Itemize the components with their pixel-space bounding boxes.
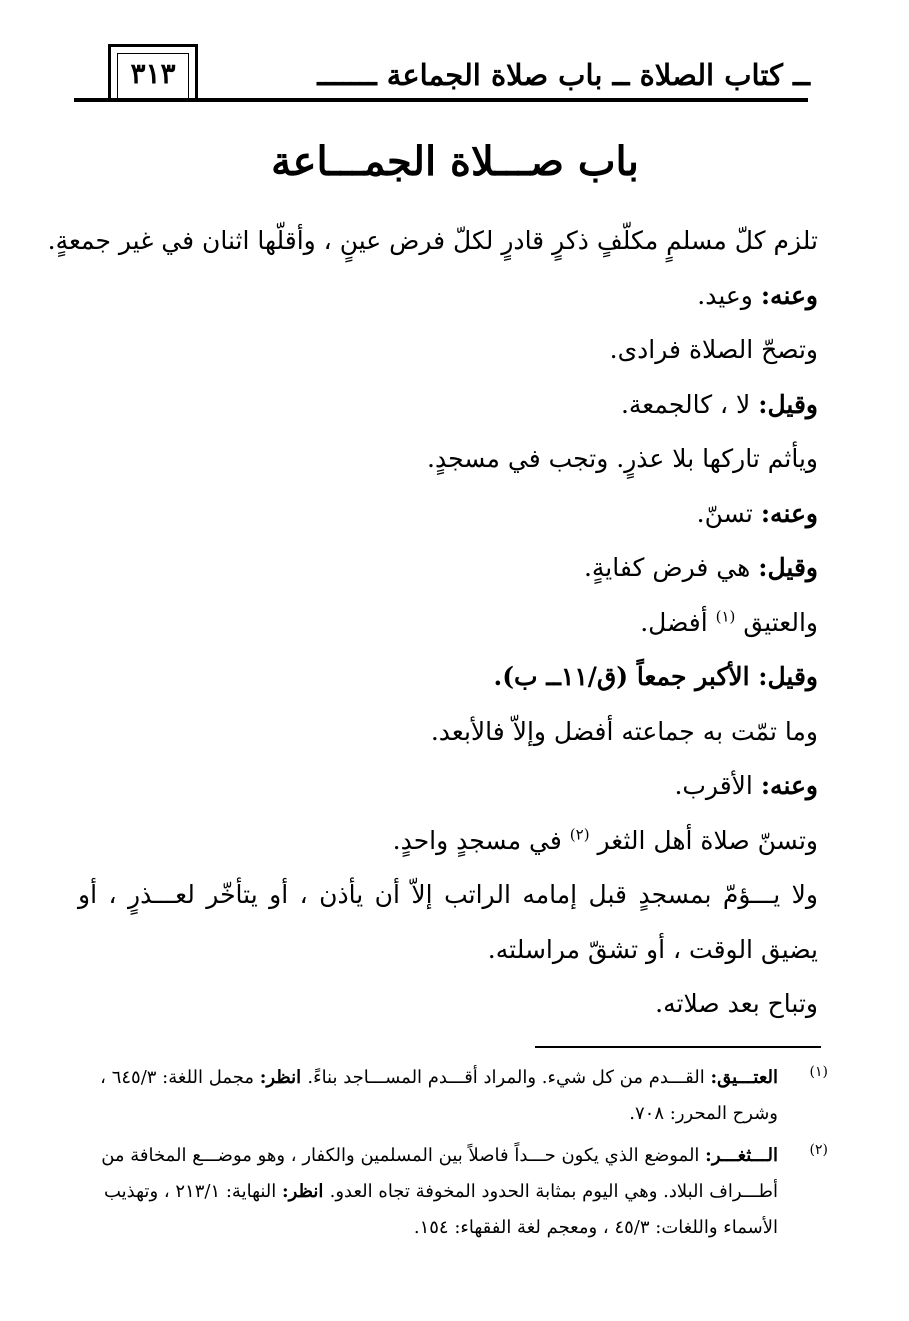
paragraph: وقيل: هي فرض كفايةٍ. xyxy=(583,553,818,582)
paragraph: ويأثم تاركها بلا عذرٍ. وتجب في مسجدٍ. xyxy=(427,444,818,473)
footnote: (١) العتـــيق: القـــدم من كل شيء. والمراد أقـــدم المســـاجد بناءً. انظر: مجمل اللغة: ٦٤٥/٣ ، وشرح المحرر: ٧٠٨. xyxy=(78,1060,828,1132)
paragraph-lead: وقيل: xyxy=(758,553,818,582)
chapter-title: باب صـــلاة الجمـــاعة xyxy=(271,138,639,185)
footnote-ref: (١) xyxy=(715,607,736,626)
footnote-ref: (٢) xyxy=(569,825,590,844)
paragraph-lead: وقيل: xyxy=(758,662,818,691)
paragraph: وما تمّت به جماعته أفضل وإلاّ فالأبعد. xyxy=(430,716,818,746)
paragraph: وقيل: الأكبر جمعاً (ق/١١ــ ب). xyxy=(493,662,818,691)
running-head: ــ كتاب الصلاة ــ باب صلاة الجماعة ـــــــ xyxy=(317,58,810,92)
paragraph: وتباح بعد صلاته. xyxy=(655,989,818,1018)
footnote-term: الـــثغـــر: xyxy=(705,1145,778,1166)
paragraph: وعنه: تسنّ. xyxy=(696,498,818,528)
paragraph: تلزم كلّ مسلمٍ مكلّفٍ ذكرٍ قادرٍ لكلّ فرض عينٍ ، وأقلّها اثنان في غير جمعةٍ. xyxy=(47,226,818,255)
footnote: (٢) الـــثغـــر: الموضع الذي يكون حـــداً فاصلاً بين المسلمين والكفار ، وهو موضـــع المخافة من أطـــراف البلاد. وهي اليوم بمثابة الحدود المخوفة تجاه العدو. انظر: النهاية: ٢١٣/١ ، وتهذيب الأسماء واللغات: ٤٥/٣ ، ومعجم لغة الفقهاء: ١٥٤. xyxy=(78,1138,828,1246)
footnote-number: (٢) xyxy=(809,1142,828,1158)
footnote-ref-label: انظر: xyxy=(282,1181,330,1202)
paragraph: وعنه: وعيد. xyxy=(697,280,818,310)
footnote-number: (١) xyxy=(809,1064,828,1080)
main-text xyxy=(47,214,818,1032)
footnotes xyxy=(78,1060,828,1252)
paragraph: وعنه: الأقرب. xyxy=(674,771,818,800)
footnote-term: العتـــيق: xyxy=(710,1067,778,1088)
paragraph-lead: وقيل: xyxy=(758,389,818,419)
header-rule xyxy=(74,98,808,102)
page-number-box xyxy=(108,44,198,99)
paragraph: ولا يـــؤمّ بمسجدٍ قبل إمامه الراتب إلاّ أن يأذن ، أو يتأخّر لعـــذرٍ ، أو يضيق الوقت ، أو تشقّ مراسلته. xyxy=(78,880,818,964)
paragraph-lead: وعنه: xyxy=(760,498,818,528)
paragraph: وقيل: لا ، كالجمعة. xyxy=(620,389,818,419)
footnote-ref-label: انظر: xyxy=(259,1067,308,1088)
paragraph: والعتيق $^{(١)}$ أفضل. xyxy=(640,607,818,637)
paragraph: وتسنّ صلاة أهل الثغر $^{(٢)}$ في مسجدٍ واحدٍ. xyxy=(392,825,818,855)
footnote-rule xyxy=(535,1046,821,1048)
page-number: ٣١٣ xyxy=(130,56,176,90)
paragraph: وتصحّ الصلاة فرادى. xyxy=(609,335,818,364)
paragraph-lead: وعنه: xyxy=(760,771,818,800)
paragraph-lead: وعنه: xyxy=(760,280,818,310)
